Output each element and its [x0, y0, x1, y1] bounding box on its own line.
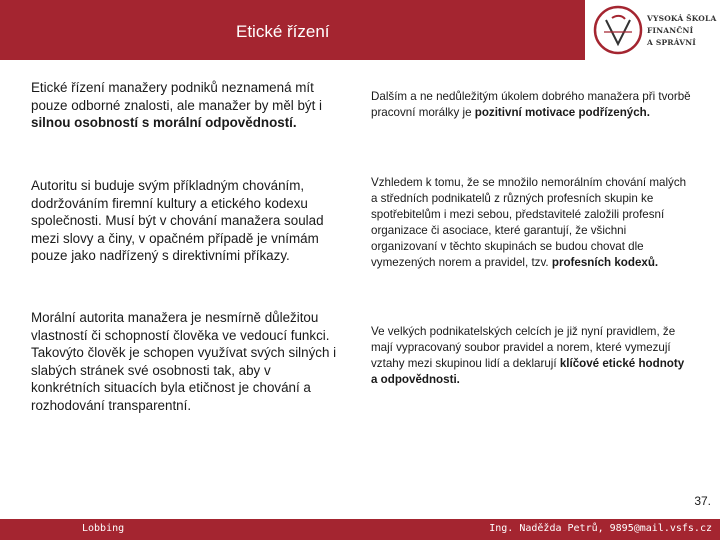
- logo-line: VYSOKÁ ŠKOLA: [647, 14, 717, 23]
- right-paragraph-2: [371, 175, 691, 271]
- right-p2-text: Vzhledem k tomu, že se množilo nemorálním chování malých a středních podnikatelů z různých profesních skupin ke spotřebitelům i mezi sebou, představitelé založili profesní organizace či asociace, které garantují, že všichni organizovaní v těchto skupinách se budou chovat dle vymezených norem a pravidel, tzv.: [371, 176, 687, 269]
- right-p1-bold: pozitivní motivace podřízených.: [474, 106, 650, 119]
- left-paragraph-3: [31, 309, 337, 414]
- logo-line: A SPRÁVNÍ: [647, 38, 696, 47]
- left-paragraph-1: [31, 79, 337, 132]
- vsfs-logo-icon: [592, 4, 644, 56]
- logo-text: [647, 13, 717, 49]
- slide-title: Etické řízení: [236, 22, 330, 41]
- vsfs-logo: [592, 4, 716, 56]
- header-bar: [0, 0, 585, 60]
- left-paragraph-2: [31, 177, 337, 265]
- right-p3-bold: klíčové etické hodnoty a odpovědnosti.: [371, 357, 685, 386]
- left-p3-text: Morální autorita manažera je nesmírně důležitou vlastností či schopností člověka ve vedoucí funkci. Takovýto člověk je schopen využívat svých silných i slabých stránek své osobnosti tak, aby v konkrétních situacích byla etičnost je chování a rozhodování transparentní.: [31, 310, 337, 413]
- page-number: 37.: [694, 494, 711, 508]
- right-p1-text: Dalším a ne nedůležitým úkolem dobrého manažera při tvorbě pracovní morálky je: [371, 90, 691, 119]
- left-p1-text: Etické řízení manažery podniků neznamená mít pouze odborné znalosti, ale manažer by měl být i: [31, 80, 323, 113]
- logo-line: FINANČNÍ: [647, 26, 694, 35]
- left-p1-bold: silnou osobností s morální odpovědností.: [31, 115, 297, 130]
- footer-topic: Lobbing: [82, 523, 125, 534]
- right-paragraph-1: [371, 89, 691, 121]
- right-p2-bold: profesních kodexů.: [551, 256, 659, 269]
- right-p3-text: Ve velkých podnikatelských celcích je již nyní pravidlem, že mají vypracovaný soubor pravidel a norem, které vymezují vztahy mezi skupinou lidí a deklarují: [371, 325, 676, 370]
- footer-author: Ing. Naděžda Petrů, 9895@mail.vsfs.cz: [489, 523, 712, 534]
- left-p2-text: Autoritu si buduje svým příkladným chováním, dodržováním firemní kultury a etického kodexu společnosti. Musí být v chování manažera soulad mezi slovy a činy, v opačném případě je vnímám pouze jako nadřízený s direktivními příkazy.: [31, 178, 324, 263]
- right-paragraph-3: [371, 324, 691, 388]
